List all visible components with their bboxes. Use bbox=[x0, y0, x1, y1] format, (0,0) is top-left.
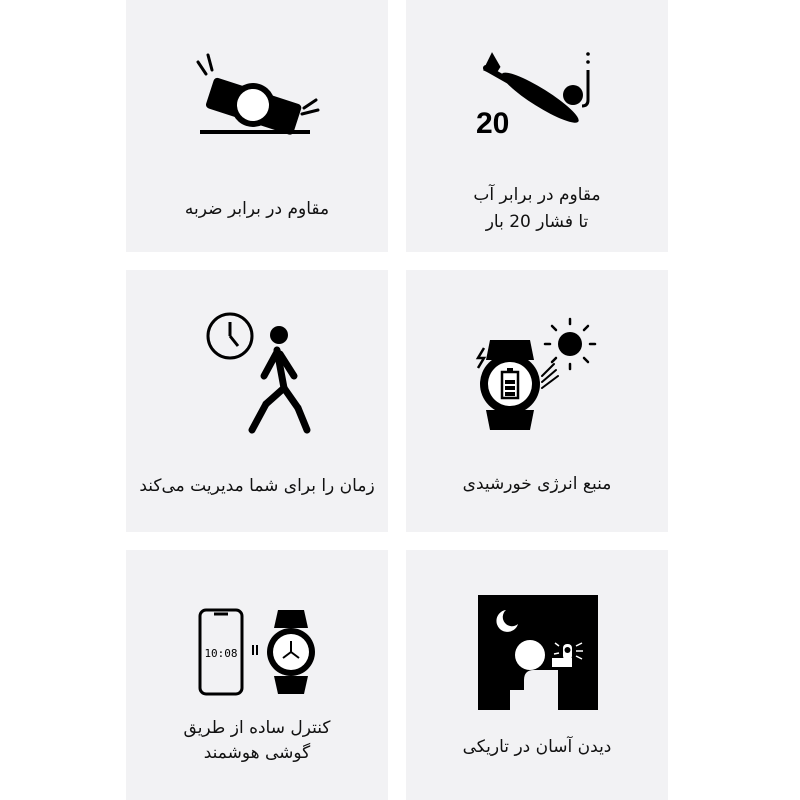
feature-card-water-resistant bbox=[406, 0, 668, 252]
phone-time-display: 10:08 bbox=[204, 647, 238, 660]
feature-card-night-visibility bbox=[406, 550, 668, 800]
feature-card-solar-power bbox=[406, 270, 668, 532]
feature-card-time-management bbox=[126, 270, 388, 532]
night-light-hand-icon bbox=[406, 590, 668, 740]
feature-caption: مقاوم در برابر آب تا فشار 20 بار bbox=[473, 185, 601, 232]
feature-caption: منبع انرژی خورشیدی bbox=[462, 474, 612, 494]
shock-resistant-watch-icon bbox=[126, 40, 388, 190]
feature-card-shock-resistant bbox=[126, 0, 388, 252]
feature-caption: زمان را برای شما مدیریت می‌کند bbox=[139, 476, 375, 496]
clock-walking-person-icon bbox=[126, 300, 388, 450]
feature-caption: کنترل ساده از طریق گوشی هوشمند bbox=[183, 718, 331, 763]
feature-card-smartphone-control bbox=[126, 550, 388, 800]
feature-caption: دیدن آسان در تاریکی bbox=[462, 737, 612, 757]
depth-label: 20 bbox=[476, 107, 510, 140]
water-resistant-diver-icon bbox=[406, 40, 668, 190]
solar-powered-watch-icon bbox=[406, 310, 668, 460]
feature-caption: مقاوم در برابر ضربه bbox=[184, 199, 330, 219]
